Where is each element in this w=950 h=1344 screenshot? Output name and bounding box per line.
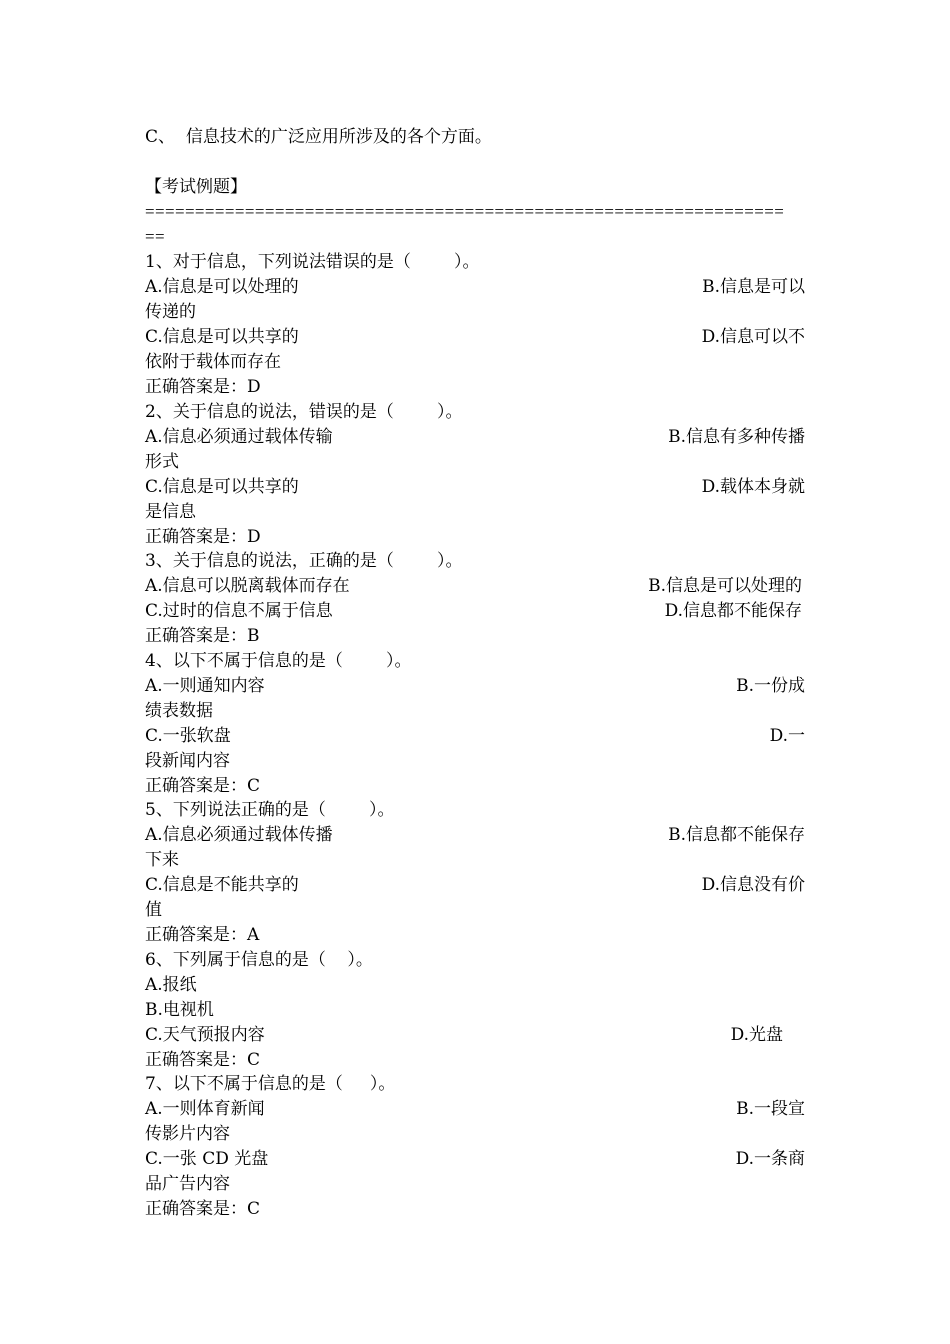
- question-stem: 5、下列说法正确的是（ ）。: [145, 800, 395, 820]
- answer-line: 正确答案是：A: [145, 925, 260, 945]
- option-a: A.信息可以脱离载体而存在: [145, 576, 350, 596]
- question-stem: 6、下列属于信息的是（ ）。: [145, 950, 373, 970]
- option-c: C.一张 CD 光盘: [145, 1149, 269, 1169]
- option-a: A.一则通知内容: [145, 676, 265, 696]
- option-c: C.天气预报内容: [145, 1025, 265, 1045]
- option-d: D.信息都不能保存: [664, 601, 802, 621]
- option-d: D.一: [769, 726, 805, 746]
- question-stem: 1、对于信息，下列说法错误的是（ ）。: [145, 252, 480, 272]
- option-a: A.信息必须通过载体传播: [145, 825, 333, 845]
- option-b: B.一段宣: [736, 1099, 805, 1119]
- answer-line: 正确答案是：C: [145, 776, 261, 796]
- option-c: C.过时的信息不属于信息: [145, 601, 333, 621]
- intro-line: C、 信息技术的广泛应用所涉及的各个方面。: [145, 127, 492, 147]
- option-a: A.一则体育新闻: [145, 1099, 265, 1119]
- question-stem: 2、关于信息的说法，错误的是（ ）。: [145, 402, 463, 422]
- option-b: B.信息都不能保存: [668, 825, 805, 845]
- answer-line: 正确答案是：D: [145, 377, 261, 397]
- answer-line: 正确答案是：B: [145, 626, 260, 646]
- option-a: A.报纸: [145, 975, 197, 995]
- option-b-continuation: 传影片内容: [145, 1124, 230, 1144]
- option-c: C.信息是可以共享的: [145, 477, 299, 497]
- option-d-continuation: 依附于载体而存在: [145, 352, 281, 372]
- option-b-continuation: 绩表数据: [145, 701, 213, 721]
- option-a: A.信息必须通过载体传输: [145, 427, 333, 447]
- option-b-continuation: 传递的: [145, 302, 196, 322]
- option-b: B.信息是可以处理的: [648, 576, 802, 596]
- option-b: B.信息有多种传播: [668, 427, 805, 447]
- option-d-continuation: 段新闻内容: [145, 751, 230, 771]
- answer-line: 正确答案是：C: [145, 1199, 261, 1219]
- answer-line: 正确答案是：D: [145, 527, 261, 547]
- divider-rule: ================================================================: [145, 202, 785, 221]
- option-d: D.一条商: [735, 1149, 805, 1169]
- option-c: C.信息是不能共享的: [145, 875, 299, 895]
- option-a: A.信息是可以处理的: [145, 277, 299, 297]
- option-b: B.电视机: [145, 1000, 214, 1020]
- option-b: B.信息是可以: [702, 277, 805, 297]
- question-stem: 7、以下不属于信息的是（ ）。: [145, 1074, 396, 1094]
- option-d-continuation: 是信息: [145, 502, 196, 522]
- option-d: D.载体本身就: [701, 477, 805, 497]
- option-c: C.一张软盘: [145, 726, 231, 746]
- question-stem: 3、关于信息的说法，正确的是（ ）。: [145, 551, 463, 571]
- section-title: 【考试例题】: [145, 177, 247, 197]
- option-b: B.一份成: [736, 676, 805, 696]
- option-d: D.光盘: [730, 1025, 783, 1045]
- option-d-continuation: 品广告内容: [145, 1174, 230, 1194]
- option-d: D.信息可以不: [701, 327, 805, 347]
- divider-rule-tail: ==: [145, 227, 165, 246]
- question-stem: 4、以下不属于信息的是（ ）。: [145, 651, 412, 671]
- option-d: D.信息没有价: [701, 875, 805, 895]
- answer-line: 正确答案是：C: [145, 1050, 261, 1070]
- option-b-continuation: 形式: [145, 452, 179, 472]
- option-d-continuation: 值: [145, 900, 162, 920]
- option-b-continuation: 下来: [145, 850, 179, 870]
- option-c: C.信息是可以共享的: [145, 327, 299, 347]
